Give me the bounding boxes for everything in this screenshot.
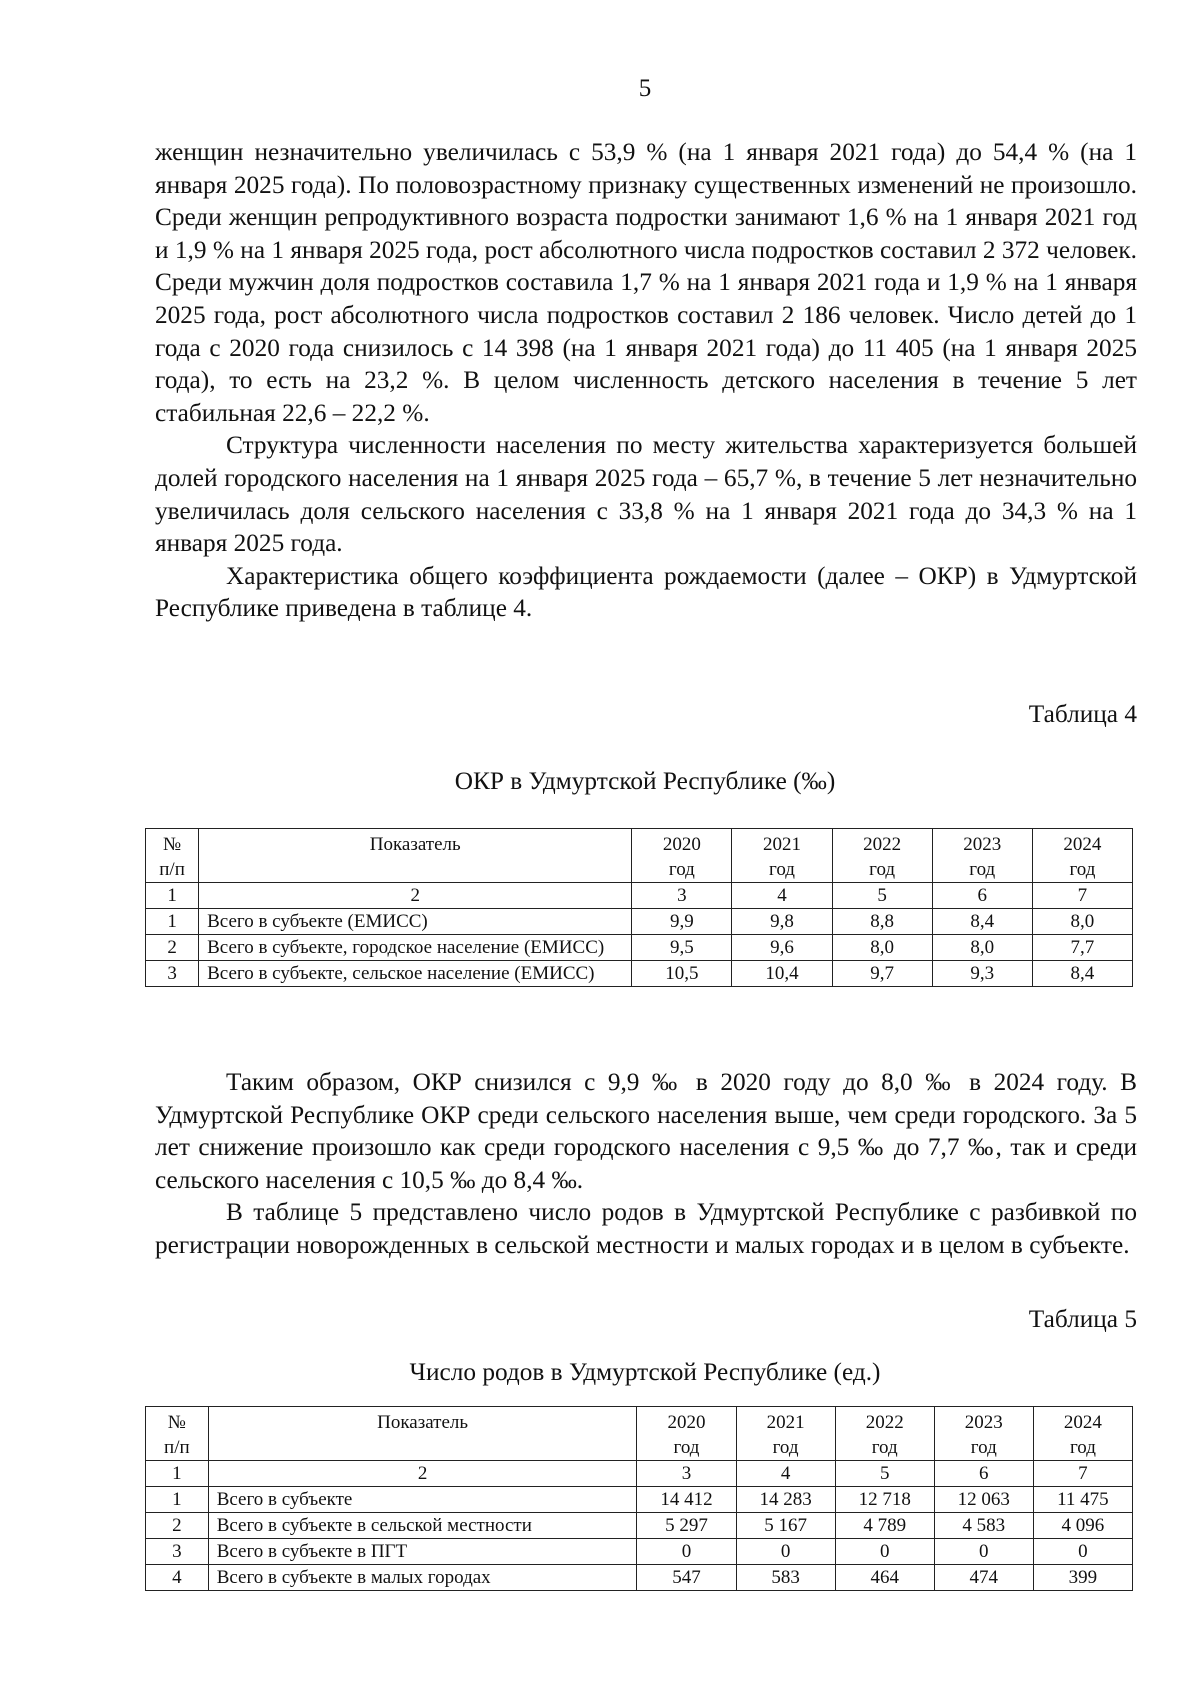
header-cell: год <box>632 857 732 883</box>
header-cell: год <box>934 1435 1033 1461</box>
row-label: Всего в субъекте, городское население (ЕМИСС) <box>199 935 632 961</box>
row-number: 3 <box>146 961 199 987</box>
row-label: Всего в субъекте в ПГТ <box>208 1539 637 1565</box>
value-cell: 8,4 <box>932 909 1032 935</box>
row-number: 4 <box>146 1565 209 1591</box>
header-cell: п/п <box>146 857 199 883</box>
row-number: 1 <box>146 909 199 935</box>
value-cell: 8,8 <box>832 909 932 935</box>
number-cell: 7 <box>1033 1461 1132 1487</box>
value-cell: 8,0 <box>832 935 932 961</box>
header-cell: год <box>732 857 832 883</box>
row-label: Всего в субъекте в малых городах <box>208 1565 637 1591</box>
header-cell: 2021 <box>732 829 832 858</box>
header-cell: год <box>835 1435 934 1461</box>
header-cell: 2023 <box>932 829 1032 858</box>
value-cell: 10,4 <box>732 961 832 987</box>
header-cell: № <box>146 1407 209 1436</box>
value-cell: 474 <box>934 1565 1033 1591</box>
table-row <box>146 1513 1133 1539</box>
table-header-row <box>146 1435 1133 1461</box>
table-4-title: ОКР в Удмуртской Республике (‰) <box>454 767 836 795</box>
row-number: 3 <box>146 1539 209 1565</box>
value-cell: 5 167 <box>736 1513 835 1539</box>
value-cell: 0 <box>835 1539 934 1565</box>
table-4 <box>145 828 1133 987</box>
value-cell: 12 063 <box>934 1487 1033 1513</box>
value-cell: 9,6 <box>732 935 832 961</box>
value-cell: 4 583 <box>934 1513 1033 1539</box>
paragraph: Структура численности населения по месту жительства характеризуется большей долей городского населения на 1 января 2025 года – 65,7 %, в течение 5 лет незначительно увеличилась доля сельского населения с 33,8 % на 1 января 2021 года до 34,3 % на 1 января 2025 года. <box>155 431 1137 558</box>
header-cell: год <box>637 1435 736 1461</box>
row-label: Всего в субъекте, сельское население (ЕМИСС) <box>199 961 632 987</box>
table-header-row <box>146 829 1133 858</box>
text-block-top <box>155 136 1137 625</box>
number-cell: 6 <box>932 883 1032 909</box>
header-cell: год <box>1032 857 1132 883</box>
table-numbering-row <box>146 1461 1133 1487</box>
header-cell: № <box>146 829 199 858</box>
header-cell: 2020 <box>637 1407 736 1436</box>
header-cell: 2024 <box>1032 829 1132 858</box>
value-cell: 0 <box>736 1539 835 1565</box>
value-cell: 8,4 <box>1032 961 1132 987</box>
table-row <box>146 909 1133 935</box>
header-cell: п/п <box>146 1435 209 1461</box>
number-cell: 7 <box>1032 883 1132 909</box>
table-4-label: Таблица 4 <box>1028 700 1137 728</box>
text-block-middle <box>155 1066 1137 1262</box>
header-cell: 2024 <box>1033 1407 1132 1436</box>
number-cell: 3 <box>637 1461 736 1487</box>
paragraph: Характеристика общего коэффициента рождаемости (далее – ОКР) в Удмуртской Республике приведена в таблице 4. <box>155 561 1137 623</box>
table-5-title: Число родов в Удмуртской Республике (ед.) <box>409 1358 881 1386</box>
value-cell: 4 096 <box>1033 1513 1132 1539</box>
value-cell: 9,8 <box>732 909 832 935</box>
number-cell: 2 <box>199 883 632 909</box>
table-row <box>146 961 1133 987</box>
paragraph: В таблице 5 представлено число родов в Удмуртской Республике с разбивкой по регистрации новорожденных в сельской местности и малых городах и в целом в субъекте. <box>155 1198 1137 1259</box>
value-cell: 7,7 <box>1032 935 1132 961</box>
value-cell: 14 412 <box>637 1487 736 1513</box>
value-cell: 8,0 <box>1032 909 1132 935</box>
value-cell: 9,7 <box>832 961 932 987</box>
number-cell: 5 <box>832 883 932 909</box>
header-cell: 2023 <box>934 1407 1033 1436</box>
number-cell: 6 <box>934 1461 1033 1487</box>
page-number: 5 <box>638 75 652 102</box>
value-cell: 464 <box>835 1565 934 1591</box>
value-cell: 8,0 <box>932 935 1032 961</box>
header-cell: Показатель <box>208 1407 637 1436</box>
value-cell: 9,9 <box>632 909 732 935</box>
number-cell: 2 <box>208 1461 637 1487</box>
header-cell <box>208 1435 637 1461</box>
table-5-label: Таблица 5 <box>1028 1305 1137 1333</box>
value-cell: 4 789 <box>835 1513 934 1539</box>
paragraph: женщин незначительно увеличилась с 53,9 % (на 1 января 2021 года) до 54,4 % (на 1 января 2025 года). По половозрастному признаку существенных изменений не произошло. Среди женщин репродуктивного возраста подростки занимают 1,6 % на 1 января 2021 год и 1,9 % на 1 января 2025 года, рост абсолютного числа подростков составил 2 372 человек. Среди мужчин доля подростков составила 1,7 % на 1 января 2021 года и 1,9 % на 1 января 2025 года, рост абсолютного числа подростков составил 2 186 человек. Число детей до 1 года с 2020 года снизилось с 14 398 (на 1 января 2021 года) до 11 405 (на 1 января 2025 года), то есть на 23,2 %. В целом численность детского населения в течение 5 лет стабильная 22,6 – 22,2 %. <box>155 138 1137 427</box>
value-cell: 14 283 <box>736 1487 835 1513</box>
header-cell: Показатель <box>199 829 632 858</box>
table-numbering-row <box>146 883 1133 909</box>
paragraph: Таким образом, ОКР снизился с 9,9 ‰ в 2020 году до 8,0 ‰ в 2024 году. В Удмуртской Республике ОКР среди сельского населения выше, чем среди городского. За 5 лет снижение произошло как среди городского населения с 9,5 ‰ до 7,7 ‰, так и среди сельского населения с 10,5 ‰ до 8,4 ‰. <box>155 1068 1137 1194</box>
number-cell: 4 <box>736 1461 835 1487</box>
value-cell: 0 <box>934 1539 1033 1565</box>
header-cell: 2021 <box>736 1407 835 1436</box>
value-cell: 9,3 <box>932 961 1032 987</box>
value-cell: 0 <box>637 1539 736 1565</box>
value-cell: 547 <box>637 1565 736 1591</box>
table-header-row <box>146 857 1133 883</box>
value-cell: 399 <box>1033 1565 1132 1591</box>
row-label: Всего в субъекте в сельской местности <box>208 1513 637 1539</box>
value-cell: 0 <box>1033 1539 1132 1565</box>
value-cell: 11 475 <box>1033 1487 1132 1513</box>
header-cell: год <box>932 857 1032 883</box>
row-number: 2 <box>146 1513 209 1539</box>
row-label: Всего в субъекте (ЕМИСС) <box>199 909 632 935</box>
header-cell <box>199 857 632 883</box>
table-row <box>146 1565 1133 1591</box>
table-row <box>146 1539 1133 1565</box>
number-cell: 5 <box>835 1461 934 1487</box>
value-cell: 12 718 <box>835 1487 934 1513</box>
header-cell: 2020 <box>632 829 732 858</box>
value-cell: 9,5 <box>632 935 732 961</box>
row-label: Всего в субъекте <box>208 1487 637 1513</box>
number-cell: 1 <box>146 1461 209 1487</box>
value-cell: 5 297 <box>637 1513 736 1539</box>
number-cell: 4 <box>732 883 832 909</box>
value-cell: 10,5 <box>632 961 732 987</box>
row-number: 2 <box>146 935 199 961</box>
row-number: 1 <box>146 1487 209 1513</box>
number-cell: 3 <box>632 883 732 909</box>
table-row <box>146 1487 1133 1513</box>
table-header-row <box>146 1407 1133 1436</box>
header-cell: год <box>1033 1435 1132 1461</box>
header-cell: 2022 <box>835 1407 934 1436</box>
table-5 <box>145 1406 1133 1591</box>
header-cell: год <box>832 857 932 883</box>
header-cell: 2022 <box>832 829 932 858</box>
table-row <box>146 935 1133 961</box>
value-cell: 583 <box>736 1565 835 1591</box>
header-cell: год <box>736 1435 835 1461</box>
number-cell: 1 <box>146 883 199 909</box>
